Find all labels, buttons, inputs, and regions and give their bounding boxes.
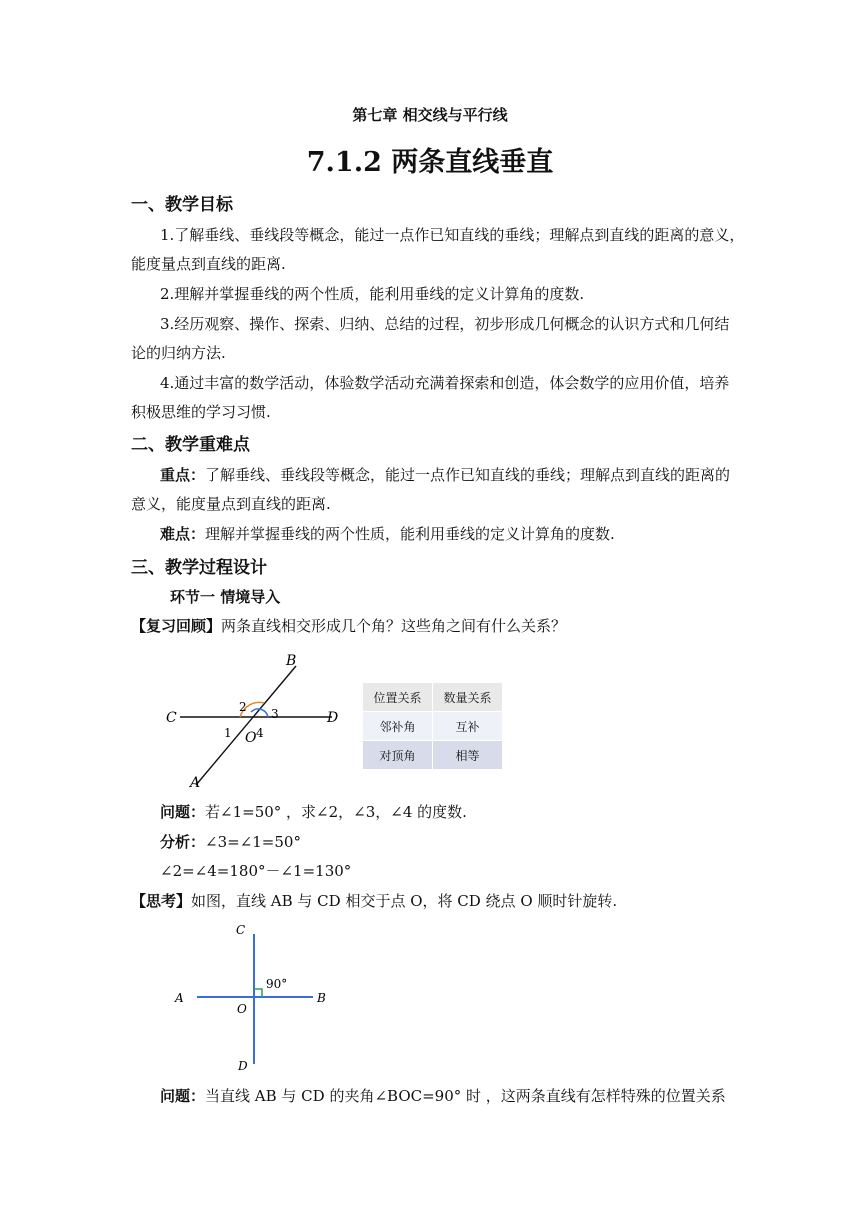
label-a: A [175, 991, 184, 1005]
angle-label-90: 90° [266, 977, 288, 991]
section-heading-goals: 一、教学目标 [131, 195, 233, 215]
review-line [131, 615, 566, 636]
label-o: O [245, 730, 257, 746]
label-b: B [317, 991, 326, 1005]
goal-item-4-line-1: 4.通过丰富的数学活动，体验数学活动充满着探索和创造，体会数学的应用价值，培养 [160, 374, 730, 392]
key-point-line-2: 意义，能度量点到直线的距离. [131, 495, 331, 513]
label-o: O [237, 1002, 247, 1016]
difficulty-text: 理解并掌握垂线的两个性质，能利用垂线的定义计算角的度数. [205, 525, 615, 543]
perpendicular-lines-figure [165, 918, 345, 1076]
label-d: D [327, 710, 339, 726]
goal-item-3-line-2: 论的归纳方法. [131, 344, 226, 362]
goal-item-4-line-2: 积极思维的学习习惯. [131, 403, 271, 421]
difficulty-label: 难点： [160, 525, 206, 543]
analysis-line [160, 831, 301, 852]
table-cell: 对顶角 [363, 741, 433, 770]
table-cell: 相等 [433, 741, 503, 770]
question-line [160, 801, 467, 822]
table-cell: 互补 [433, 712, 503, 741]
label-c: C [166, 710, 177, 726]
table-row [363, 741, 503, 770]
key-point-label: 重点： [160, 466, 206, 484]
key-point-line-1 [160, 464, 730, 485]
chapter-title: 第七章 相交线与平行线 [352, 106, 508, 124]
label-d: D [238, 1059, 248, 1073]
table-cell: 邻补角 [363, 712, 433, 741]
table-header-cell: 位置关系 [363, 683, 433, 712]
question-text: 若∠1=50° ，求∠2，∠3，∠4 的度数. [205, 803, 467, 821]
intersecting-lines-figure [160, 645, 360, 790]
think-label: 【思考】 [131, 892, 192, 910]
question2-line [160, 1085, 726, 1106]
review-text: 两条直线相交形成几个角？这些角之间有什么关系？ [221, 617, 567, 635]
analysis-label: 分析： [160, 833, 206, 851]
section-heading-process: 三、教学过程设计 [131, 558, 267, 578]
review-label: 【复习回顾】 [131, 617, 222, 635]
goal-item-3-line-1: 3.经历观察、操作、探索、归纳、总结的过程，初步形成几何概念的认识方式和几何结 [160, 315, 730, 333]
subsection-heading: 环节一 情境导入 [170, 588, 281, 606]
analysis-text: ∠3=∠1=50° [205, 833, 301, 851]
label-b: B [286, 653, 297, 669]
angle-label-4: 4 [256, 726, 264, 740]
table-row [363, 712, 503, 741]
label-c: C [236, 923, 246, 937]
table-header-cell: 数量关系 [433, 683, 503, 712]
think-line [131, 890, 617, 911]
question-label: 问题： [160, 803, 206, 821]
right-angle-mark [254, 989, 262, 997]
section-heading-key-points: 二、教学重难点 [131, 435, 250, 455]
page-title: 7.1.2 两条直线垂直 [306, 147, 554, 178]
angle-label-2: 2 [239, 700, 247, 714]
label-a: A [190, 775, 201, 790]
angle-label-1: 1 [224, 726, 232, 740]
goal-item-1-line-2: 能度量点到直线的距离. [131, 255, 286, 273]
table-header-row [363, 683, 503, 712]
question2-label: 问题： [160, 1087, 206, 1105]
goal-item-1-line-1: 1.了解垂线、垂线段等概念，能过一点作已知直线的垂线；理解点到直线的距离的意义， [160, 226, 745, 244]
question2-text: 当直线 AB 与 CD 的夹角∠BOC=90° 时 ，这两条直线有怎样特殊的位置关系 [205, 1087, 726, 1105]
difficulty-line [160, 523, 615, 544]
key-point-text: 了解垂线、垂线段等概念，能过一点作已知直线的垂线；理解点到直线的距离的 [205, 466, 731, 484]
angle-label-3: 3 [271, 707, 279, 721]
analysis-line-2: ∠2=∠4=180°－∠1=130° [160, 862, 352, 880]
angle-relation-table [362, 682, 503, 770]
think-text: 如图，直线 AB 与 CD 相交于点 O，将 CD 绕点 O 顺时针旋转. [191, 892, 618, 910]
line-ab [196, 666, 296, 785]
goal-item-2: 2.理解并掌握垂线的两个性质，能利用垂线的定义计算角的度数. [160, 285, 585, 303]
